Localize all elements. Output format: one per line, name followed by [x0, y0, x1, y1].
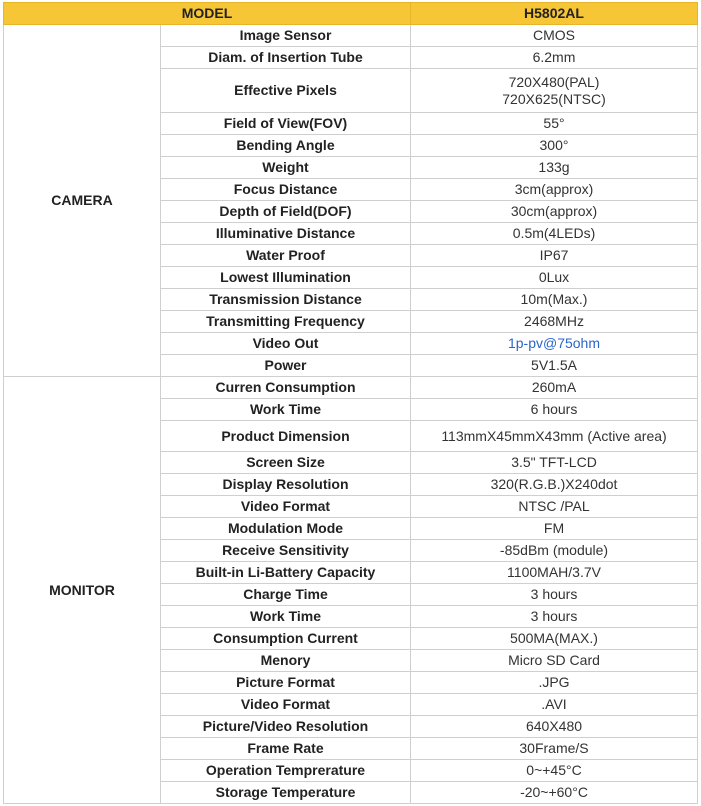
- group-label-camera: CAMERA: [4, 25, 161, 377]
- table-row: [4, 25, 698, 47]
- header-row: [4, 3, 698, 25]
- spec-value: [411, 333, 698, 355]
- spec-value-line: 720X625(NTSC): [502, 90, 606, 107]
- spec-label: Field of View(FOV): [161, 113, 411, 135]
- spec-label: Work Time: [161, 606, 411, 628]
- spec-label: Operation Temprerature: [161, 760, 411, 782]
- spec-value-line: 720X480(PAL): [508, 73, 600, 90]
- spec-value: 30cm(approx): [411, 201, 698, 223]
- spec-label: Weight: [161, 157, 411, 179]
- spec-value: 3.5" TFT-LCD: [411, 452, 698, 474]
- spec-value: 0Lux: [411, 267, 698, 289]
- spec-label: Effective Pixels: [161, 69, 411, 113]
- group-label-monitor: MONITOR: [4, 377, 161, 804]
- spec-label: Image Sensor: [161, 25, 411, 47]
- spec-label: Bending Angle: [161, 135, 411, 157]
- spec-label: Diam. of Insertion Tube: [161, 47, 411, 69]
- spec-value: NTSC /PAL: [411, 496, 698, 518]
- spec-value: 0.5m(4LEDs): [411, 223, 698, 245]
- spec-value: [411, 69, 698, 113]
- table-row: [4, 377, 698, 399]
- spec-label: Frame Rate: [161, 738, 411, 760]
- spec-value: 320(R.G.B.)X240dot: [411, 474, 698, 496]
- spec-value: 2468MHz: [411, 311, 698, 333]
- spec-label: Video Format: [161, 496, 411, 518]
- spec-label: Built-in Li-Battery Capacity: [161, 562, 411, 584]
- spec-value: 5V1.5A: [411, 355, 698, 377]
- spec-value: 300°: [411, 135, 698, 157]
- spec-value: 1100MAH/3.7V: [411, 562, 698, 584]
- spec-value: 10m(Max.): [411, 289, 698, 311]
- spec-value: 55°: [411, 113, 698, 135]
- spec-label: Receive Sensitivity: [161, 540, 411, 562]
- spec-label: Consumption Current: [161, 628, 411, 650]
- spec-value: 3 hours: [411, 606, 698, 628]
- spec-label: Transmitting Frequency: [161, 311, 411, 333]
- spec-value: 113mmX45mmX43mm (Active area): [411, 421, 698, 452]
- spec-label: Lowest Illumination: [161, 267, 411, 289]
- spec-value: 500MA(MAX.): [411, 628, 698, 650]
- model-header-value: H5802AL: [411, 3, 698, 25]
- spec-value: -20~+60°C: [411, 782, 698, 804]
- spec-value: 6.2mm: [411, 47, 698, 69]
- spec-value: 30Frame/S: [411, 738, 698, 760]
- spec-label: Modulation Mode: [161, 518, 411, 540]
- spec-label: Video Format: [161, 694, 411, 716]
- spec-label: Transmission Distance: [161, 289, 411, 311]
- spec-label: Picture Format: [161, 672, 411, 694]
- spec-value: 0~+45°C: [411, 760, 698, 782]
- spec-value: .JPG: [411, 672, 698, 694]
- spec-label: Screen Size: [161, 452, 411, 474]
- spec-label: Charge Time: [161, 584, 411, 606]
- spec-table: [3, 2, 698, 804]
- video-out-link[interactable]: 1p-pv@75ohm: [507, 335, 601, 351]
- spec-value: CMOS: [411, 25, 698, 47]
- spec-label: Work Time: [161, 399, 411, 421]
- model-header-label: MODEL: [4, 3, 411, 25]
- spec-label: Illuminative Distance: [161, 223, 411, 245]
- spec-value: 640X480: [411, 716, 698, 738]
- spec-label: Menory: [161, 650, 411, 672]
- spec-label: Display Resolution: [161, 474, 411, 496]
- spec-label: Product Dimension: [161, 421, 411, 452]
- spec-value: 260mA: [411, 377, 698, 399]
- spec-label: Focus Distance: [161, 179, 411, 201]
- spec-label: Water Proof: [161, 245, 411, 267]
- spec-value: 133g: [411, 157, 698, 179]
- spec-value: 3cm(approx): [411, 179, 698, 201]
- spec-value: .AVI: [411, 694, 698, 716]
- spec-value: IP67: [411, 245, 698, 267]
- spec-label: Storage Temperature: [161, 782, 411, 804]
- spec-label: Depth of Field(DOF): [161, 201, 411, 223]
- spec-value: Micro SD Card: [411, 650, 698, 672]
- spec-value: 3 hours: [411, 584, 698, 606]
- spec-label: Picture/Video Resolution: [161, 716, 411, 738]
- spec-label: Curren Consumption: [161, 377, 411, 399]
- spec-value: FM: [411, 518, 698, 540]
- spec-value: -85dBm (module): [411, 540, 698, 562]
- spec-value: 6 hours: [411, 399, 698, 421]
- spec-label: Power: [161, 355, 411, 377]
- spec-label: Video Out: [161, 333, 411, 355]
